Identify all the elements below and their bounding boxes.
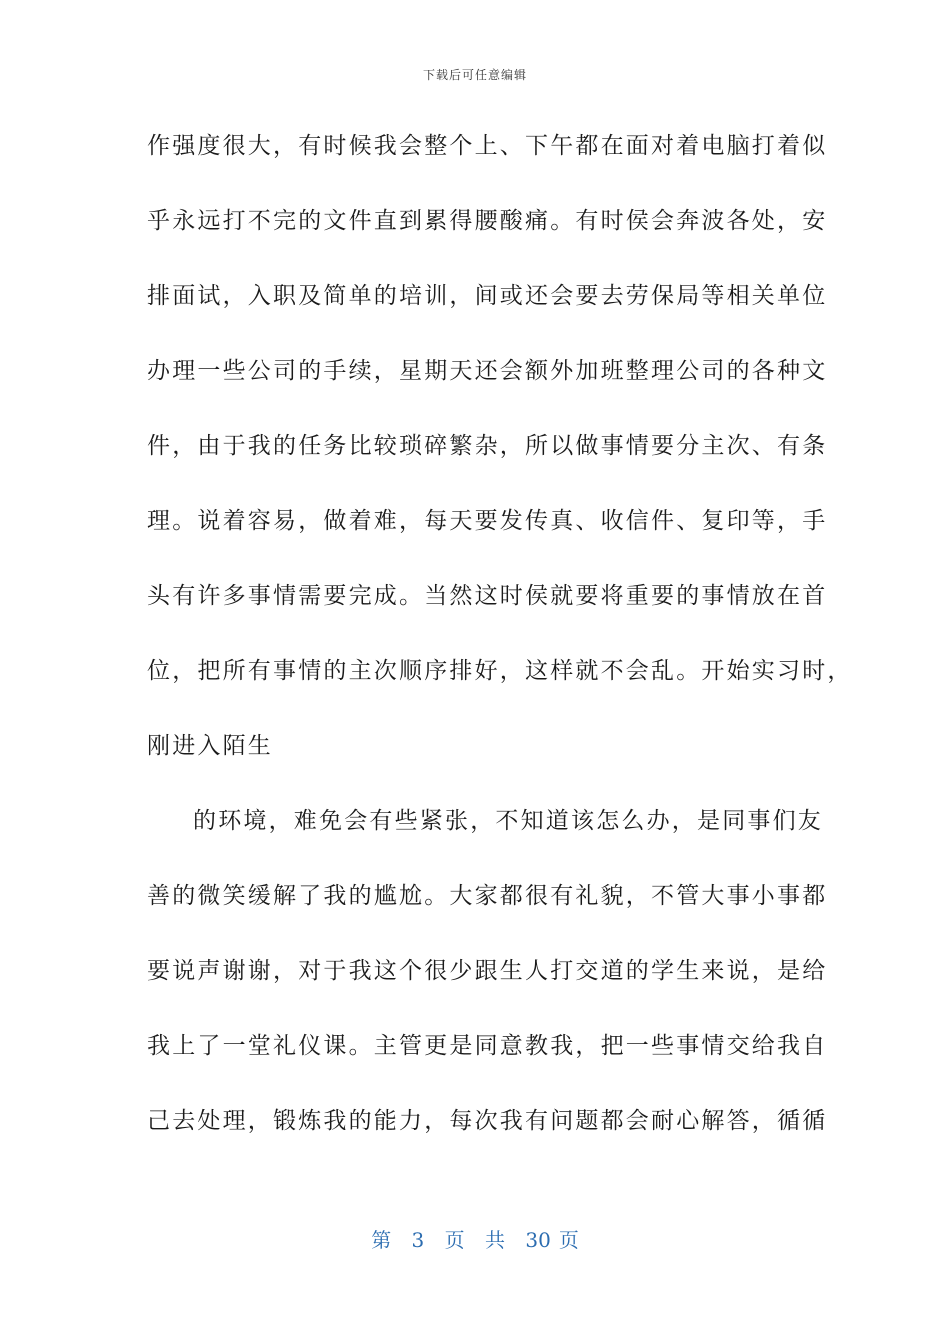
body-line: 排面试，入职及简单的培训，间或还会要去劳保局等相关单位 — [147, 283, 828, 309]
body-line: 我上了一堂礼仪课。主管更是同意教我，把一些事情交给我自 — [147, 1033, 828, 1059]
body-line: 位，把所有事情的主次顺序排好，这样就不会乱。开始实习时， — [147, 658, 853, 684]
body-line: 刚进入陌生 — [147, 733, 273, 759]
page-label-prefix: 第 — [371, 1228, 392, 1252]
total-page-count: 30 — [525, 1228, 551, 1252]
document-body — [147, 126, 853, 1176]
body-line: 己去处理，锻炼我的能力，每次我有问题都会耐心解答，循循 — [147, 1108, 828, 1134]
body-line: 要说声谢谢，对于我这个很少跟生人打交道的学生来说，是给 — [147, 958, 828, 984]
body-line: 办理一些公司的手续，星期天还会额外加班整理公司的各种文 — [147, 358, 828, 384]
body-line-indented: 的环境，难免会有些紧张，不知道该怎么办，是同事们友 — [193, 808, 823, 834]
body-line: 善的微笑缓解了我的尴尬。大家都很有礼貌，不管大事小事都 — [147, 883, 828, 909]
page-header-note: 下载后可任意编辑 — [422, 68, 527, 82]
body-line: 作强度很大，有时候我会整个上、下午都在面对着电脑打着似 — [147, 133, 828, 159]
body-line: 乎永远打不完的文件直到累得腰酸痛。有时侯会奔波各处，安 — [147, 208, 828, 234]
total-label-prefix: 共 — [485, 1228, 505, 1252]
current-page-number: 3 — [411, 1228, 425, 1252]
body-line: 头有许多事情需要完成。当然这时侯就要将重要的事情放在首 — [147, 583, 828, 609]
page-label-mid: 页 — [444, 1228, 465, 1252]
body-line: 理。说着容易，做着难，每天要发传真、收信件、复印等，手 — [147, 508, 828, 534]
body-line: 件，由于我的任务比较琐碎繁杂，所以做事情要分主次、有条 — [147, 433, 828, 459]
page-number-footer — [0, 1224, 950, 1253]
page-label-suffix: 页 — [558, 1228, 579, 1252]
